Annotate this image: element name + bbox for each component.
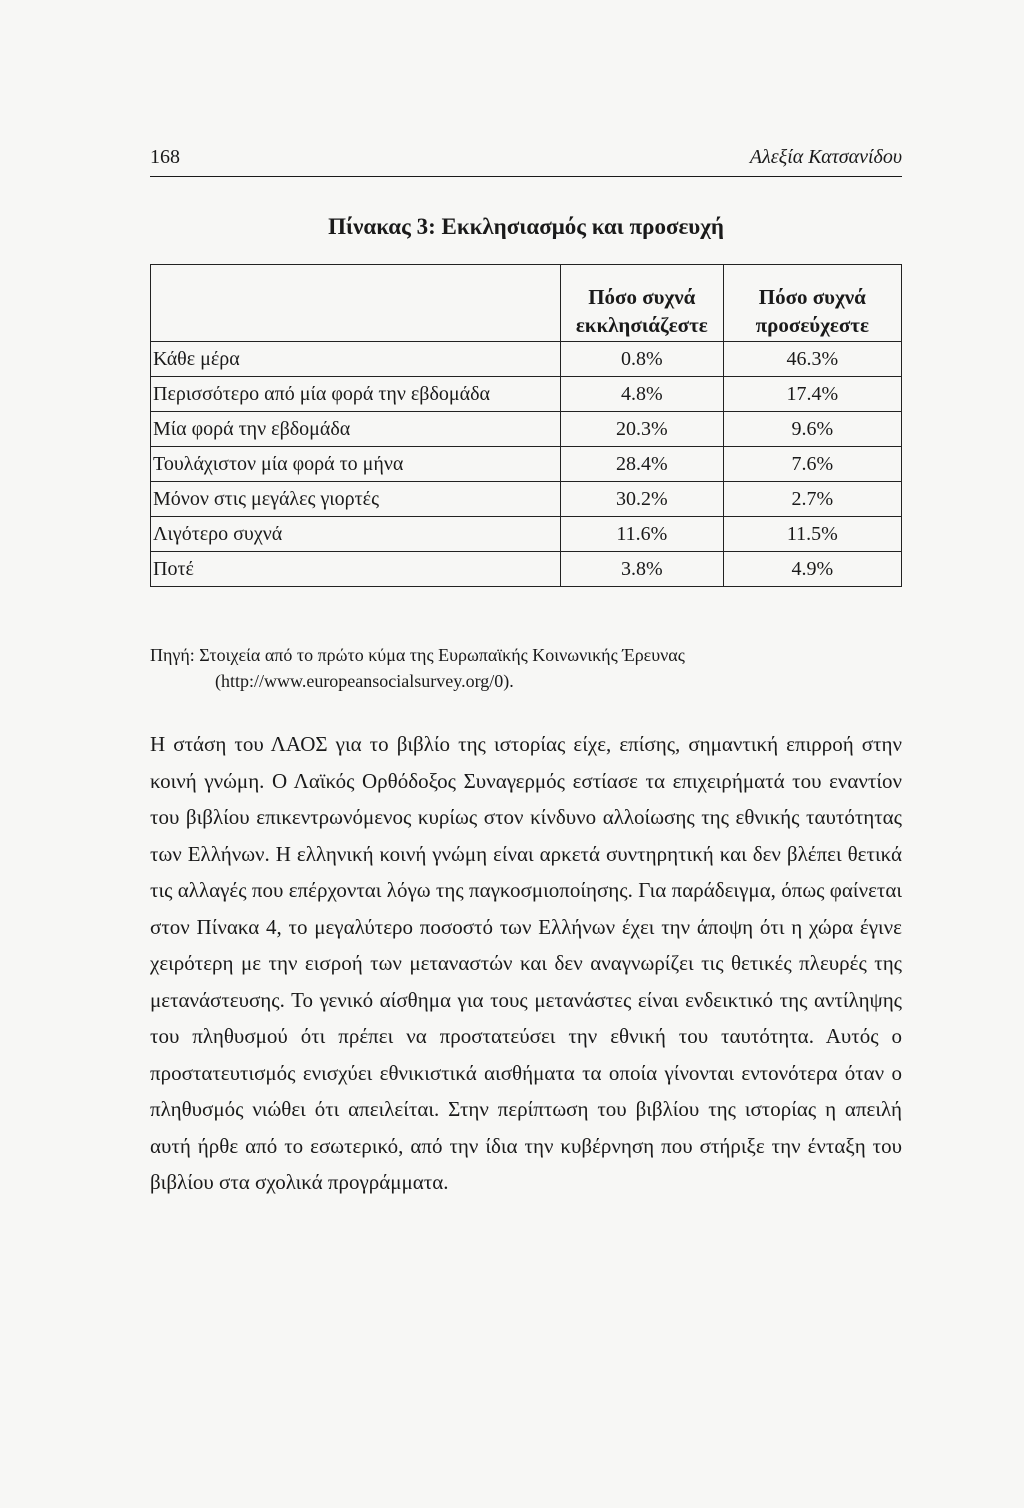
body-paragraph: Η στάση του ΛΑΟΣ για το βιβλίο της ιστορίας είχε, επίσης, σημαντική επιρροή στην κοινή γνώμη. Ο Λαϊκός Ορθόδοξος Συναγερμός εστίασε τα επιχειρήματά του εναντίον του βιβλίου επικεντρωνόμενος κυρίως στον κίνδυνο αλλοίωσης της εθνικής ταυτότητας των Ελλήνων. Η ελληνική κοινή γνώμη είναι αρκετά συντηρητική και δεν βλέπει θετικά τις αλλαγές που επέρχονται λόγω της παγκοσμιοποίησης. Για παράδειγμα, όπως φαίνεται στον Πίνακα 4, το μεγαλύτερο ποσοστό των Ελλήνων έχει την άποψη ότι η χώρα έγινε χειρότερη με την εισροή των μεταναστών και δεν αναγνωρίζει τις θετικές πλευρές της μετανάστευσης. Το γενικό αίσθημα για τους μετανάστες είναι ενδεικτικό της αντίληψης του πληθυσμού ότι πρέπει να προστατεύσει την εθνική του ταυτότητα. Αυτός ο προστατευτισμός ενισχύει εθνικιστικά αισθήματα τα οποία γίνονται εντονότερα όταν ο πληθυσμός νιώθει ότι απειλείται. Στην περίπτωση του βιβλίου της ιστορίας η απειλή αυτή ήρθε από το εσωτερικό, από την ίδια την κυβέρνηση που στήριξε την ένταξη του βιβλίου στα σχολικά προγράμματα. [150,732,902,1194]
column-header-prayer-line1: Πόσο συχνά [758,285,866,309]
source-line-1: Πηγή: Στοιχεία από το πρώτο κύμα της Ευρωπαϊκής Κοινωνικής Έρευνας [150,645,685,665]
cell-prayer: 11.5% [723,517,901,552]
column-header-church-line2: εκκλησιάζεστε [575,313,708,337]
cell-prayer: 4.9% [723,552,901,587]
table-row [151,412,902,447]
table-title: Πίνακας 3: Εκκλησιασμός και προσευχή [328,214,724,239]
row-label: Ποτέ [151,552,561,587]
cell-church: 11.6% [560,517,723,552]
column-header-empty [151,265,561,342]
table-row [151,482,902,517]
cell-prayer: 9.6% [723,412,901,447]
cell-church: 20.3% [560,412,723,447]
row-label: Περισσότερο από μία φορά την εβδομάδα [151,377,561,412]
table-row [151,377,902,412]
column-header-prayer-line2: προσεύχεστε [755,313,869,337]
running-head [150,146,902,177]
running-head-author: Αλεξία Κατσανίδου [749,146,902,168]
row-label: Τουλάχιστον μία φορά το μήνα [151,447,561,482]
table-source-note [150,642,902,694]
cell-church: 30.2% [560,482,723,517]
cell-church: 3.8% [560,552,723,587]
cell-prayer: 7.6% [723,447,901,482]
table-row [151,447,902,482]
cell-church: 4.8% [560,377,723,412]
cell-prayer: 17.4% [723,377,901,412]
table-row [151,552,902,587]
cell-church: 28.4% [560,447,723,482]
row-label: Μόνον στις μεγάλες γιορτές [151,482,561,517]
table-header-row [151,265,902,342]
column-header-church [560,265,723,342]
table-row [151,517,902,552]
cell-prayer: 2.7% [723,482,901,517]
source-line-2: (http://www.europeansocialsurvey.org/0). [215,671,514,691]
cell-prayer: 46.3% [723,342,901,377]
page-number: 168 [150,146,180,168]
column-header-church-line1: Πόσο συχνά [588,285,696,309]
cell-church: 0.8% [560,342,723,377]
data-table [150,264,902,587]
table-row [151,342,902,377]
row-label: Κάθε μέρα [151,342,561,377]
column-header-prayer [723,265,901,342]
row-label: Μία φορά την εβδομάδα [151,412,561,447]
row-label: Λιγότερο συχνά [151,517,561,552]
